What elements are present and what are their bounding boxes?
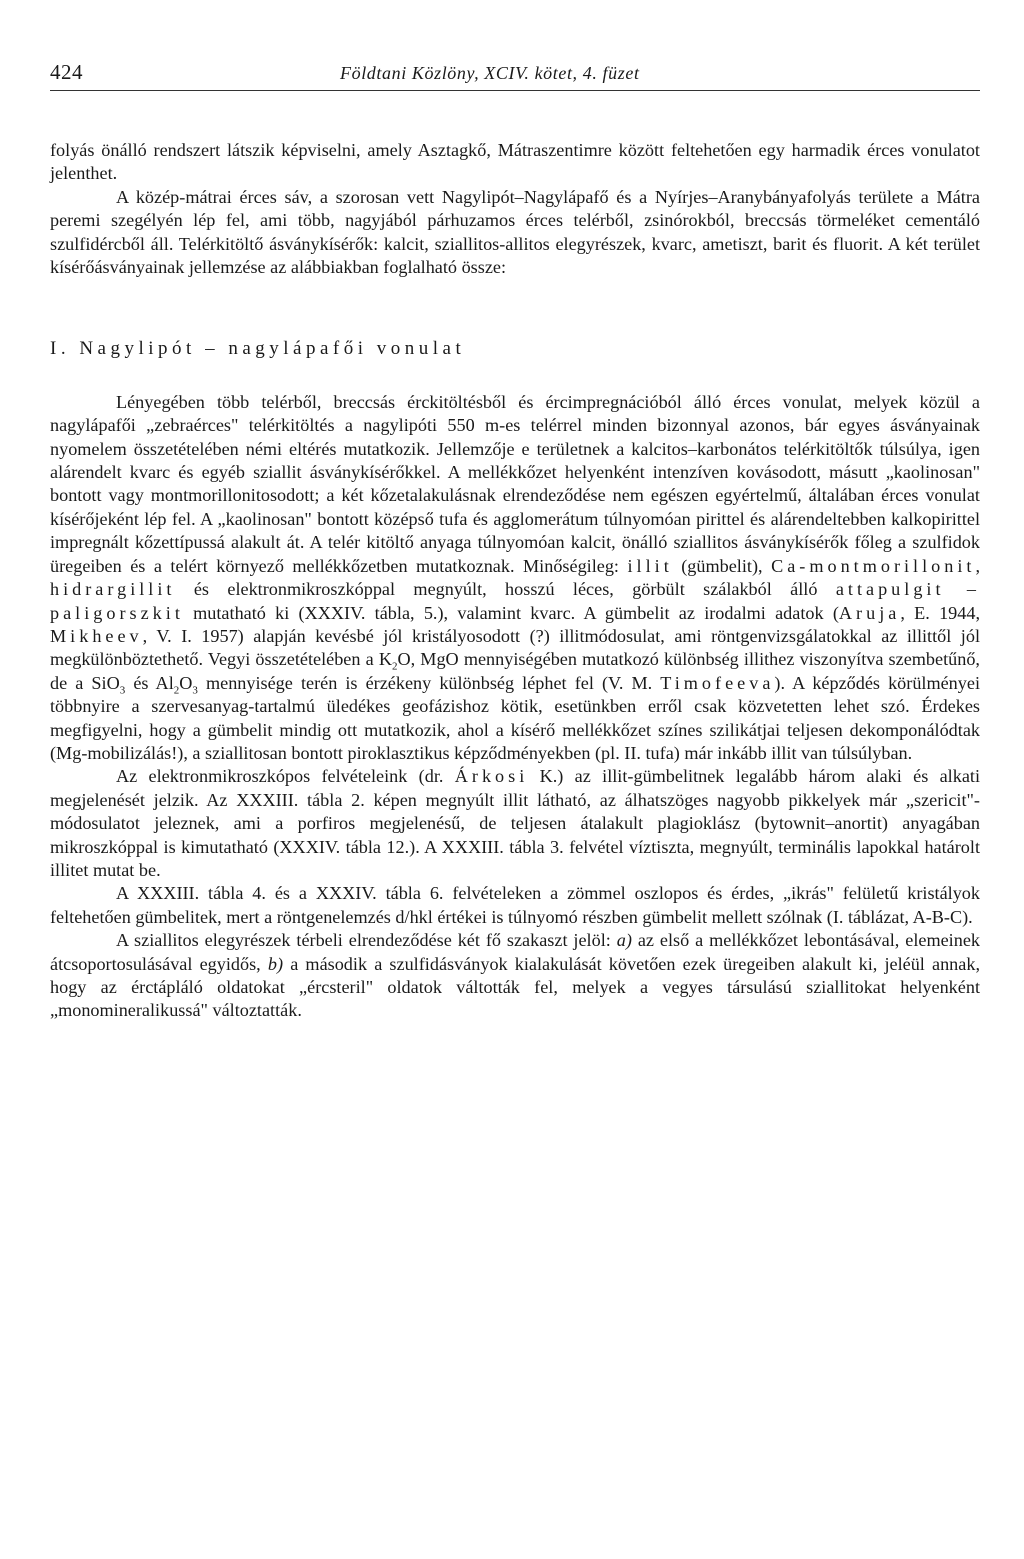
- text-run: (gümbelit),: [672, 555, 772, 576]
- section-title: Nagylipót – nagylápafői vonulat: [79, 338, 466, 360]
- article-body: [50, 139, 980, 1023]
- subscript: 2: [173, 684, 180, 697]
- text-run: az első a mellékkőzet lebontásával, elemeinek átcsoportosulásával egyidős,: [50, 930, 980, 974]
- text-run: mennyisége terén is érzékeny különbség léphet fel (V. M.: [197, 672, 661, 693]
- text-run: ,: [975, 555, 981, 576]
- text-run: , E. 1944,: [900, 602, 980, 623]
- subscript: 2: [391, 660, 398, 673]
- text-run: Az elektronmikroszkópos felvételeink (dr.: [116, 766, 455, 787]
- text-run: a második a szulfidásványok kialakulását követően ezek üregeiben alakult ki, jeléül annak, hogy az érctápláló oldatokat „ércsteril" oldatok váltották fel, melyek a vegyes társulású sziallitokat helyenként „monomineralikussá" változtatták.: [50, 953, 980, 1021]
- text-run: és elektronmikroszkóppal megnyúlt, hosszú léces, görbült szálakból álló: [175, 579, 836, 600]
- mineral-name-hidrargillit: hidrargillit: [50, 579, 176, 600]
- text-run: Lényegében több telérből, breccsás érckitöltésből és ércimpregnációból álló érces vonulat, melyek közül a nagylápafői „zebraérces" telérkitöltés a nagylipóti 550 m-es telérrel minden bizonnyal azonos, bár egyes ásványainak nyomelem összetételében némi eltérés mutatkozik. Jellemzője e területnek a kalcitos–karbonátos telérkitöltők túlsúlya, igen alárendelt kvarc és egyéb sziallit ásványkísérőkkel. A mellékkőzet helyenként intenzíven kovásodott, másutt „kaolinosan" bontott vagy montmorillonitosodott; a két kőzetalakulásnak elrendeződése nem egészen egyértelmű, általában érces vonulat kísérőjeként lép fel. A „kaolinosan" bontott középső tufa és agglomerátum túlnyomóan pirittel és alárendeltebben kalkopirittel impregnált kőzettípussá alakult át. A telér kitöltő anyaga túlnyomóan kalcit, önálló sziallitos ásványkísérők főleg a szulfidok üregeiben és a telért környező mellékkőzetben mutatkoznak. Minőségileg:: [50, 391, 980, 576]
- paragraph-central-matra: A közép-mátrai érces sáv, a szorosan vett Nagylipót–Nagylápafő és a Nyírjes–Aranybányafolyás területe a Mátra peremi szegélyén lép fel, ami több, nagyjából párhuzamos érces telérből, zsinórokból, breccsás törmeléket cementáló szulfidércből áll. Telérkitöltő ásványkísérők: kalcit, sziallitos-allitos elegyrészek, kvarc, ametiszt, barit és fluorit. A két terület kísérőásványainak jellemzése az alábbiakban foglalható össze:: [50, 186, 980, 278]
- running-head: Földtani Közlöny, XCIV. kötet, 4. füzet: [340, 63, 640, 83]
- mineral-name-ca-montmorillonit: Ca-montmorillonit: [771, 555, 976, 576]
- author-timofeeva: Timofeeva: [660, 672, 775, 693]
- text-run: O: [179, 672, 193, 693]
- page-number: 424: [50, 60, 83, 84]
- text-run: O, MgO mennyiségében mutatkozó különbség illithez viszonyítva szembetűnő, de a SiO: [50, 649, 980, 693]
- subscript: 3: [119, 684, 126, 697]
- list-marker-b: b): [267, 953, 284, 974]
- list-marker-a: a): [616, 930, 632, 951]
- author-mikheev: Mikheev: [50, 625, 143, 646]
- text-run: és Al: [125, 672, 174, 693]
- paragraph-electron-microscopy: [50, 765, 980, 882]
- mineral-name-attapulgit: attapulgit – paligorszkit: [50, 579, 980, 623]
- paragraph-spatial-arrangement: [50, 929, 980, 1023]
- author-arkosi: Árkosi: [454, 766, 529, 787]
- journal-page: [50, 56, 980, 1023]
- text-run: mutatható ki (XXXIV. tábla, 5.), valamint kvarc. A gümbelit az irodalmi adatok (: [183, 602, 839, 623]
- subscript: 3: [192, 684, 198, 697]
- paragraph-continuation: folyás önálló rendszert látszik képviselni, amely Asztagkő, Mátraszentimre között feltehetően egy harmadik érces vonulatot jelenthet.: [50, 140, 980, 184]
- text-run: , V. I. 1957) alapján kevésbé jól kristályosodott (?) illitmódosulat, ami röntgenvizsgálatokkal az illittől jól megkülönböztethető. Vegyi összetételében a K: [50, 625, 980, 670]
- section-heading: [50, 337, 980, 360]
- text-run: A sziallitos elegyrészek térbeli elrendeződése két fő szakaszt jelöl:: [116, 930, 617, 951]
- author-aruja: Aruja: [838, 602, 901, 623]
- text-run: K.) az illit-gümbelitnek legalább három alaki és alkati megjelenését jelzik. Az XXXIII. tábla 2. képen megnyúlt illit látható, az álhatszöges nagyobb pikkelyek már „szericit"-módosulatot jeleznek, ami a porfiros megjelenésű, de teljesen átalakult plagioklász (bytownit–anortit) anyagában mikroszkóppal is kimutatható (XXXIV. tábla 12.). A XXXIII. tábla 3. felvétel víztiszta, megnyúlt, terminális lapokkal határolt illitet mutat be.: [50, 766, 981, 880]
- mineral-name-illit: illit: [627, 555, 673, 576]
- page-header: [50, 56, 980, 91]
- text-run: ). A képződés körülményei többnyire a szervesanyag-tartalmú üledékes geofázishoz kötik, esetünkben erről csak közvetetten lehet szó. Érdekes megfigyelni, hogy a gümbelit mindig ott mutatkozik, ahol a kísérő mellékkőzet színes szilikátjai teljesen dekomponálódtak (Mg-mobilizálás!), a sziallitosan bontott piroklasztikus képződményekben (pl. II. tufa) már inkább illit van túlsúlyban.: [50, 672, 980, 763]
- paragraph-mineralogy: [50, 391, 980, 766]
- section-number: I.: [50, 338, 71, 360]
- paragraph-gumbelit-crystals: A XXXIII. tábla 4. és a XXXIV. tábla 6. felvételeken a zömmel oszlopos és érdes, „ikrás" felületű kristályok feltehetően gümbelitek, mert a röntgenelemzés d/hkl értékei is túlnyomó részben gümbelit mellett szólnak (I. táblázat, A-B-C).: [50, 883, 980, 927]
